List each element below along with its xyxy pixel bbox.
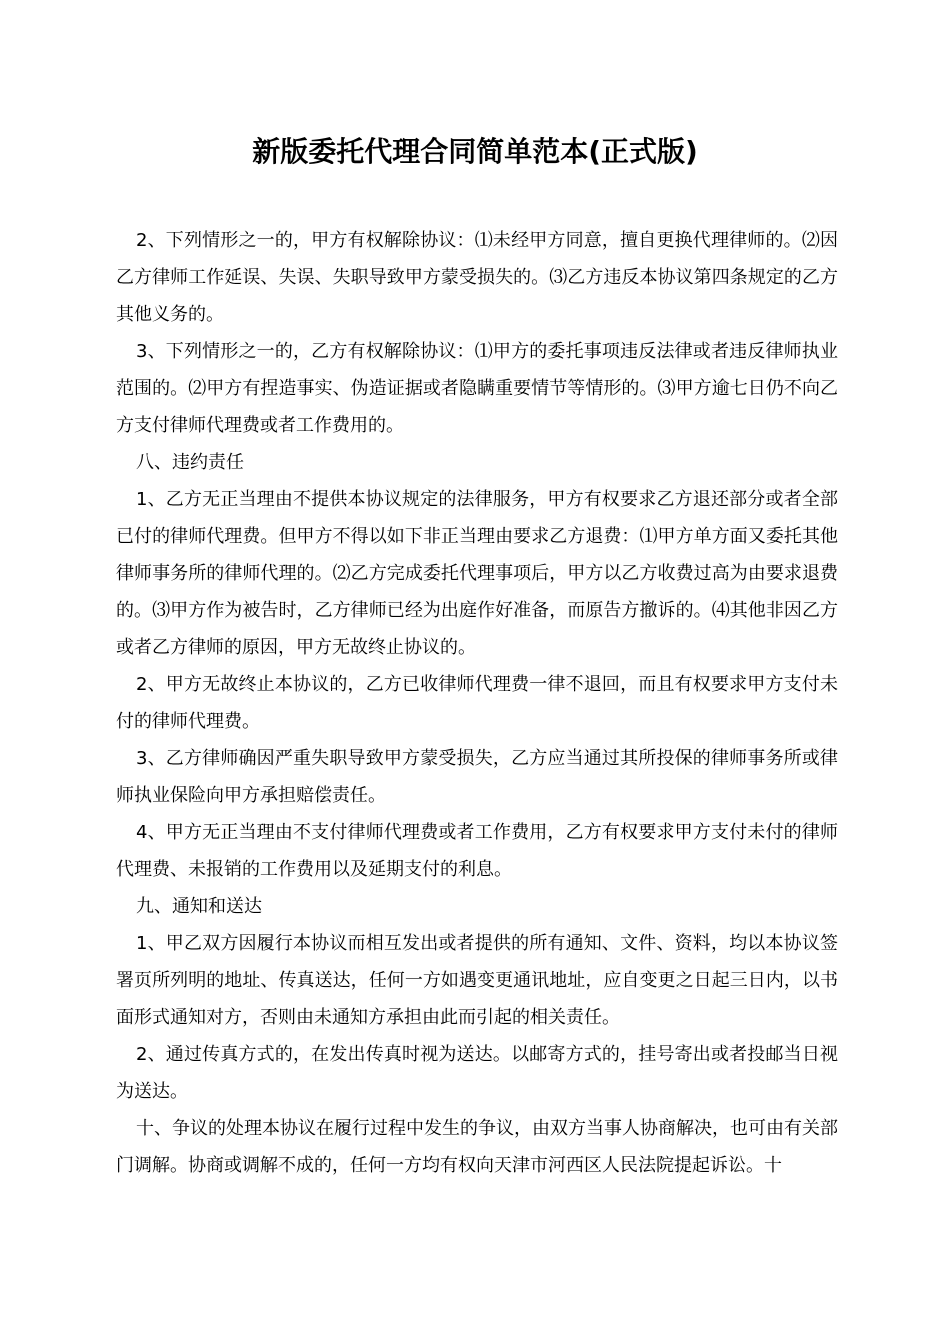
section-heading-notice-delivery: 九、通知和送达 xyxy=(136,896,262,917)
clause-2-party-a-termination: 2、下列情形之一的，甲方有权解除协议：⑴未经甲方同意，擅自更换代理律师的。⑵因乙方律师工作延误、失误、失职导致甲方蒙受损失的。⑶乙方违反本协议第四条规定的乙方其他义务的。 xyxy=(116,230,838,325)
clause-notice-1: 1、甲乙双方因履行本协议而相互发出或者提供的所有通知、文件、资料，均以本协议签署页所列明的地址、传真送达，任何一方如遇变更通讯地址，应自变更之日起三日内，以书面形式通知对方，否则由未通知方承担由此而引起的相关责任。 xyxy=(116,933,838,1028)
clause-breach-4: 4、甲方无正当理由不支付律师代理费或者工作费用，乙方有权要求甲方支付未付的律师代理费、未报销的工作费用以及延期支付的利息。 xyxy=(116,822,838,880)
clause-3-party-b-termination: 3、下列情形之一的，乙方有权解除协议：⑴甲方的委托事项违反法律或者违反律师执业范围的。⑵甲方有捏造事实、伪造证据或者隐瞒重要情节等情形的。⑶甲方逾七日仍不向乙方支付律师代理费或者工作费用的。 xyxy=(116,341,838,436)
clause-breach-1: 1、乙方无正当理由不提供本协议规定的法律服务，甲方有权要求乙方退还部分或者全部已付的律师代理费。但甲方不得以如下非正当理由要求乙方退费：⑴甲方单方面又委托其他律师事务所的律师代理的。⑵乙方完成委托代理事项后，甲方以乙方收费过高为由要求退费的。⑶甲方作为被告时，乙方律师已经为出庭作好准备，而原告方撤诉的。⑷其他非因乙方或者乙方律师的原因，甲方无故终止协议的。 xyxy=(116,489,838,658)
document-title: 新版委托代理合同简单范本(正式版) xyxy=(252,135,698,168)
clause-breach-2: 2、甲方无故终止本协议的，乙方已收律师代理费一律不退回，而且有权要求甲方支付未付的律师代理费。 xyxy=(116,674,838,732)
clause-notice-2: 2、通过传真方式的，在发出传真时视为送达。以邮寄方式的，挂号寄出或者投邮当日视为送达。 xyxy=(116,1044,838,1102)
section-heading-breach-liability: 八、违约责任 xyxy=(136,452,244,473)
section-dispute-resolution: 十、争议的处理本协议在履行过程中发生的争议，由双方当事人协商解决，也可由有关部门调解。协商或调解不成的，任何一方均有权向天津市河西区人民法院提起诉讼。十 xyxy=(116,1118,838,1176)
clause-breach-3: 3、乙方律师确因严重失职导致甲方蒙受损失，乙方应当通过其所投保的律师事务所或律师执业保险向甲方承担赔偿责任。 xyxy=(116,748,838,806)
document-body xyxy=(116,222,838,1184)
